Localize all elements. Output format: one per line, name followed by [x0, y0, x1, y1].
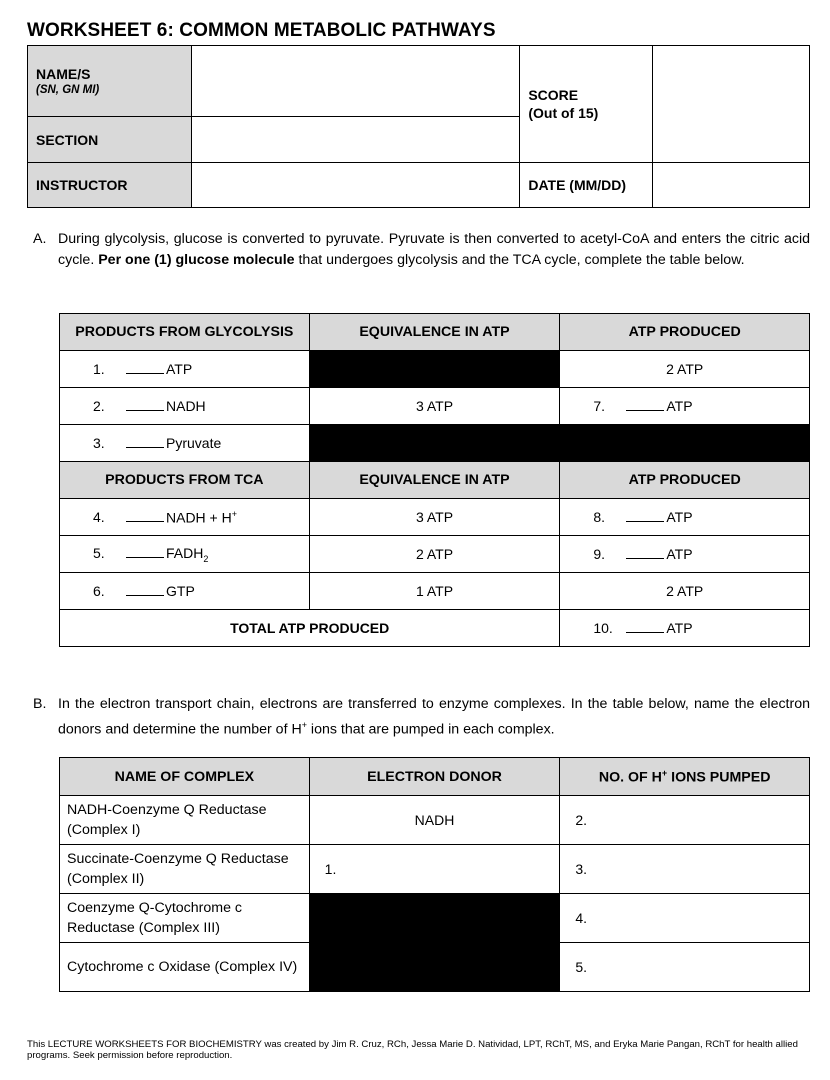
blacked-out-cell [309, 894, 560, 943]
part-b-letter: B. [33, 696, 47, 712]
instructor-label: INSTRUCTOR [28, 163, 192, 208]
score-field[interactable] [653, 46, 810, 163]
answer-cell[interactable]: 5. [560, 943, 810, 992]
answer-cell[interactable]: 2. [560, 796, 810, 845]
answer-blank-4[interactable] [126, 509, 164, 522]
atp-table [59, 313, 810, 647]
section-label: SECTION [28, 117, 192, 163]
answer-blank-1[interactable] [126, 361, 164, 374]
blacked-out-cell [309, 351, 560, 388]
part-b-instructions: B. In the electron transport chain, electrons are transferred to enzyme complexes. In the table below, name the electron donors and determine the number of H+ ions that are pumped in each complex. [33, 696, 810, 738]
date-field[interactable] [653, 163, 810, 208]
name-field[interactable] [191, 46, 519, 117]
name-label: NAME/S (SN, GN MI) [28, 46, 192, 117]
answer-cell[interactable]: 4. [560, 894, 810, 943]
instructor-field[interactable] [191, 163, 519, 208]
header-equivalence: EQUIVALENCE IN ATP [309, 314, 560, 351]
answer-blank-6[interactable] [126, 583, 164, 596]
answer-cell[interactable]: 1. [309, 845, 560, 894]
header-complex-name: NAME OF COMPLEX [60, 758, 310, 796]
part-a-letter: A. [33, 231, 47, 247]
section-field[interactable] [191, 117, 519, 163]
table-row: 1. ATP 2 ATP [60, 351, 810, 388]
table-row: 3. Pyruvate [60, 425, 810, 462]
footer-credits: This LECTURE WORKSHEETS FOR BIOCHEMISTRY was created by Jim R. Cruz, RCh, Jessa Marie D. Natividad, LPT, RChT, MS, and Eryka Marie Pangan, RChT for health allied programs. Seek permission before reproduction. [27, 1039, 798, 1061]
answer-blank-5[interactable] [126, 545, 164, 558]
name-sublabel: (SN, GN MI) [36, 84, 100, 96]
part-a-instructions: A. During glycolysis, glucose is converted to pyruvate. Pyruvate is then converted to acetyl-CoA and enters the citric acid cycle. Per one (1) glucose molecule that undergoes glycolysis and the TCA cycle, complete the table below. [33, 231, 810, 268]
electron-transport-table [59, 757, 810, 992]
table-row: Cytochrome c Oxidase (Complex IV) 5. [60, 943, 810, 992]
table-row: NADH-Coenzyme Q Reductase (Complex I) NADH 2. [60, 796, 810, 845]
header-electron-donor: ELECTRON DONOR [309, 758, 560, 796]
total-atp-label: TOTAL ATP PRODUCED [60, 610, 560, 647]
table-row: Succinate-Coenzyme Q Reductase (Complex II) 1. 3. [60, 845, 810, 894]
student-info-table [27, 45, 810, 208]
header-ions-pumped: NO. OF H+ IONS PUMPED [560, 758, 810, 796]
answer-blank-2[interactable] [126, 398, 164, 411]
answer-blank-9[interactable] [626, 546, 664, 559]
table-row: 2. NADH 3 ATP 7. ATP [60, 388, 810, 425]
table-row: 6. GTP 1 ATP 2 ATP [60, 573, 810, 610]
table-row: 5. $FADH_2$ 2 ATP 9. ATP [60, 536, 810, 573]
score-sublabel: (Out of 15) [528, 105, 599, 121]
answer-blank-7[interactable] [626, 398, 664, 411]
table-row: Coenzyme Q-Cytochrome c Reductase (Complex III) 4. [60, 894, 810, 943]
header-tca: PRODUCTS FROM TCA [60, 462, 310, 499]
answer-blank-10[interactable] [626, 620, 664, 633]
worksheet-title: WORKSHEET 6: COMMON METABOLIC PATHWAYS [27, 20, 496, 41]
table-row-total: TOTAL ATP PRODUCED 10. ATP [60, 610, 810, 647]
header-glycolysis: PRODUCTS FROM GLYCOLYSIS [60, 314, 310, 351]
header-atp-produced: ATP PRODUCED [560, 314, 810, 351]
table-row: 4. NADH + H+ 3 ATP 8. ATP [60, 499, 810, 536]
date-label: DATE (MM/DD) [520, 163, 653, 208]
header-atp-produced: ATP PRODUCED [560, 462, 810, 499]
answer-cell[interactable]: 3. [560, 845, 810, 894]
blacked-out-cell [309, 943, 560, 992]
answer-blank-8[interactable] [626, 509, 664, 522]
emphasis-text: Per one (1) glucose molecule [98, 251, 295, 268]
answer-blank-3[interactable] [126, 435, 164, 448]
blacked-out-cell [309, 425, 809, 462]
score-label: SCORE (Out of 15) [520, 46, 653, 163]
header-equivalence: EQUIVALENCE IN ATP [309, 462, 560, 499]
